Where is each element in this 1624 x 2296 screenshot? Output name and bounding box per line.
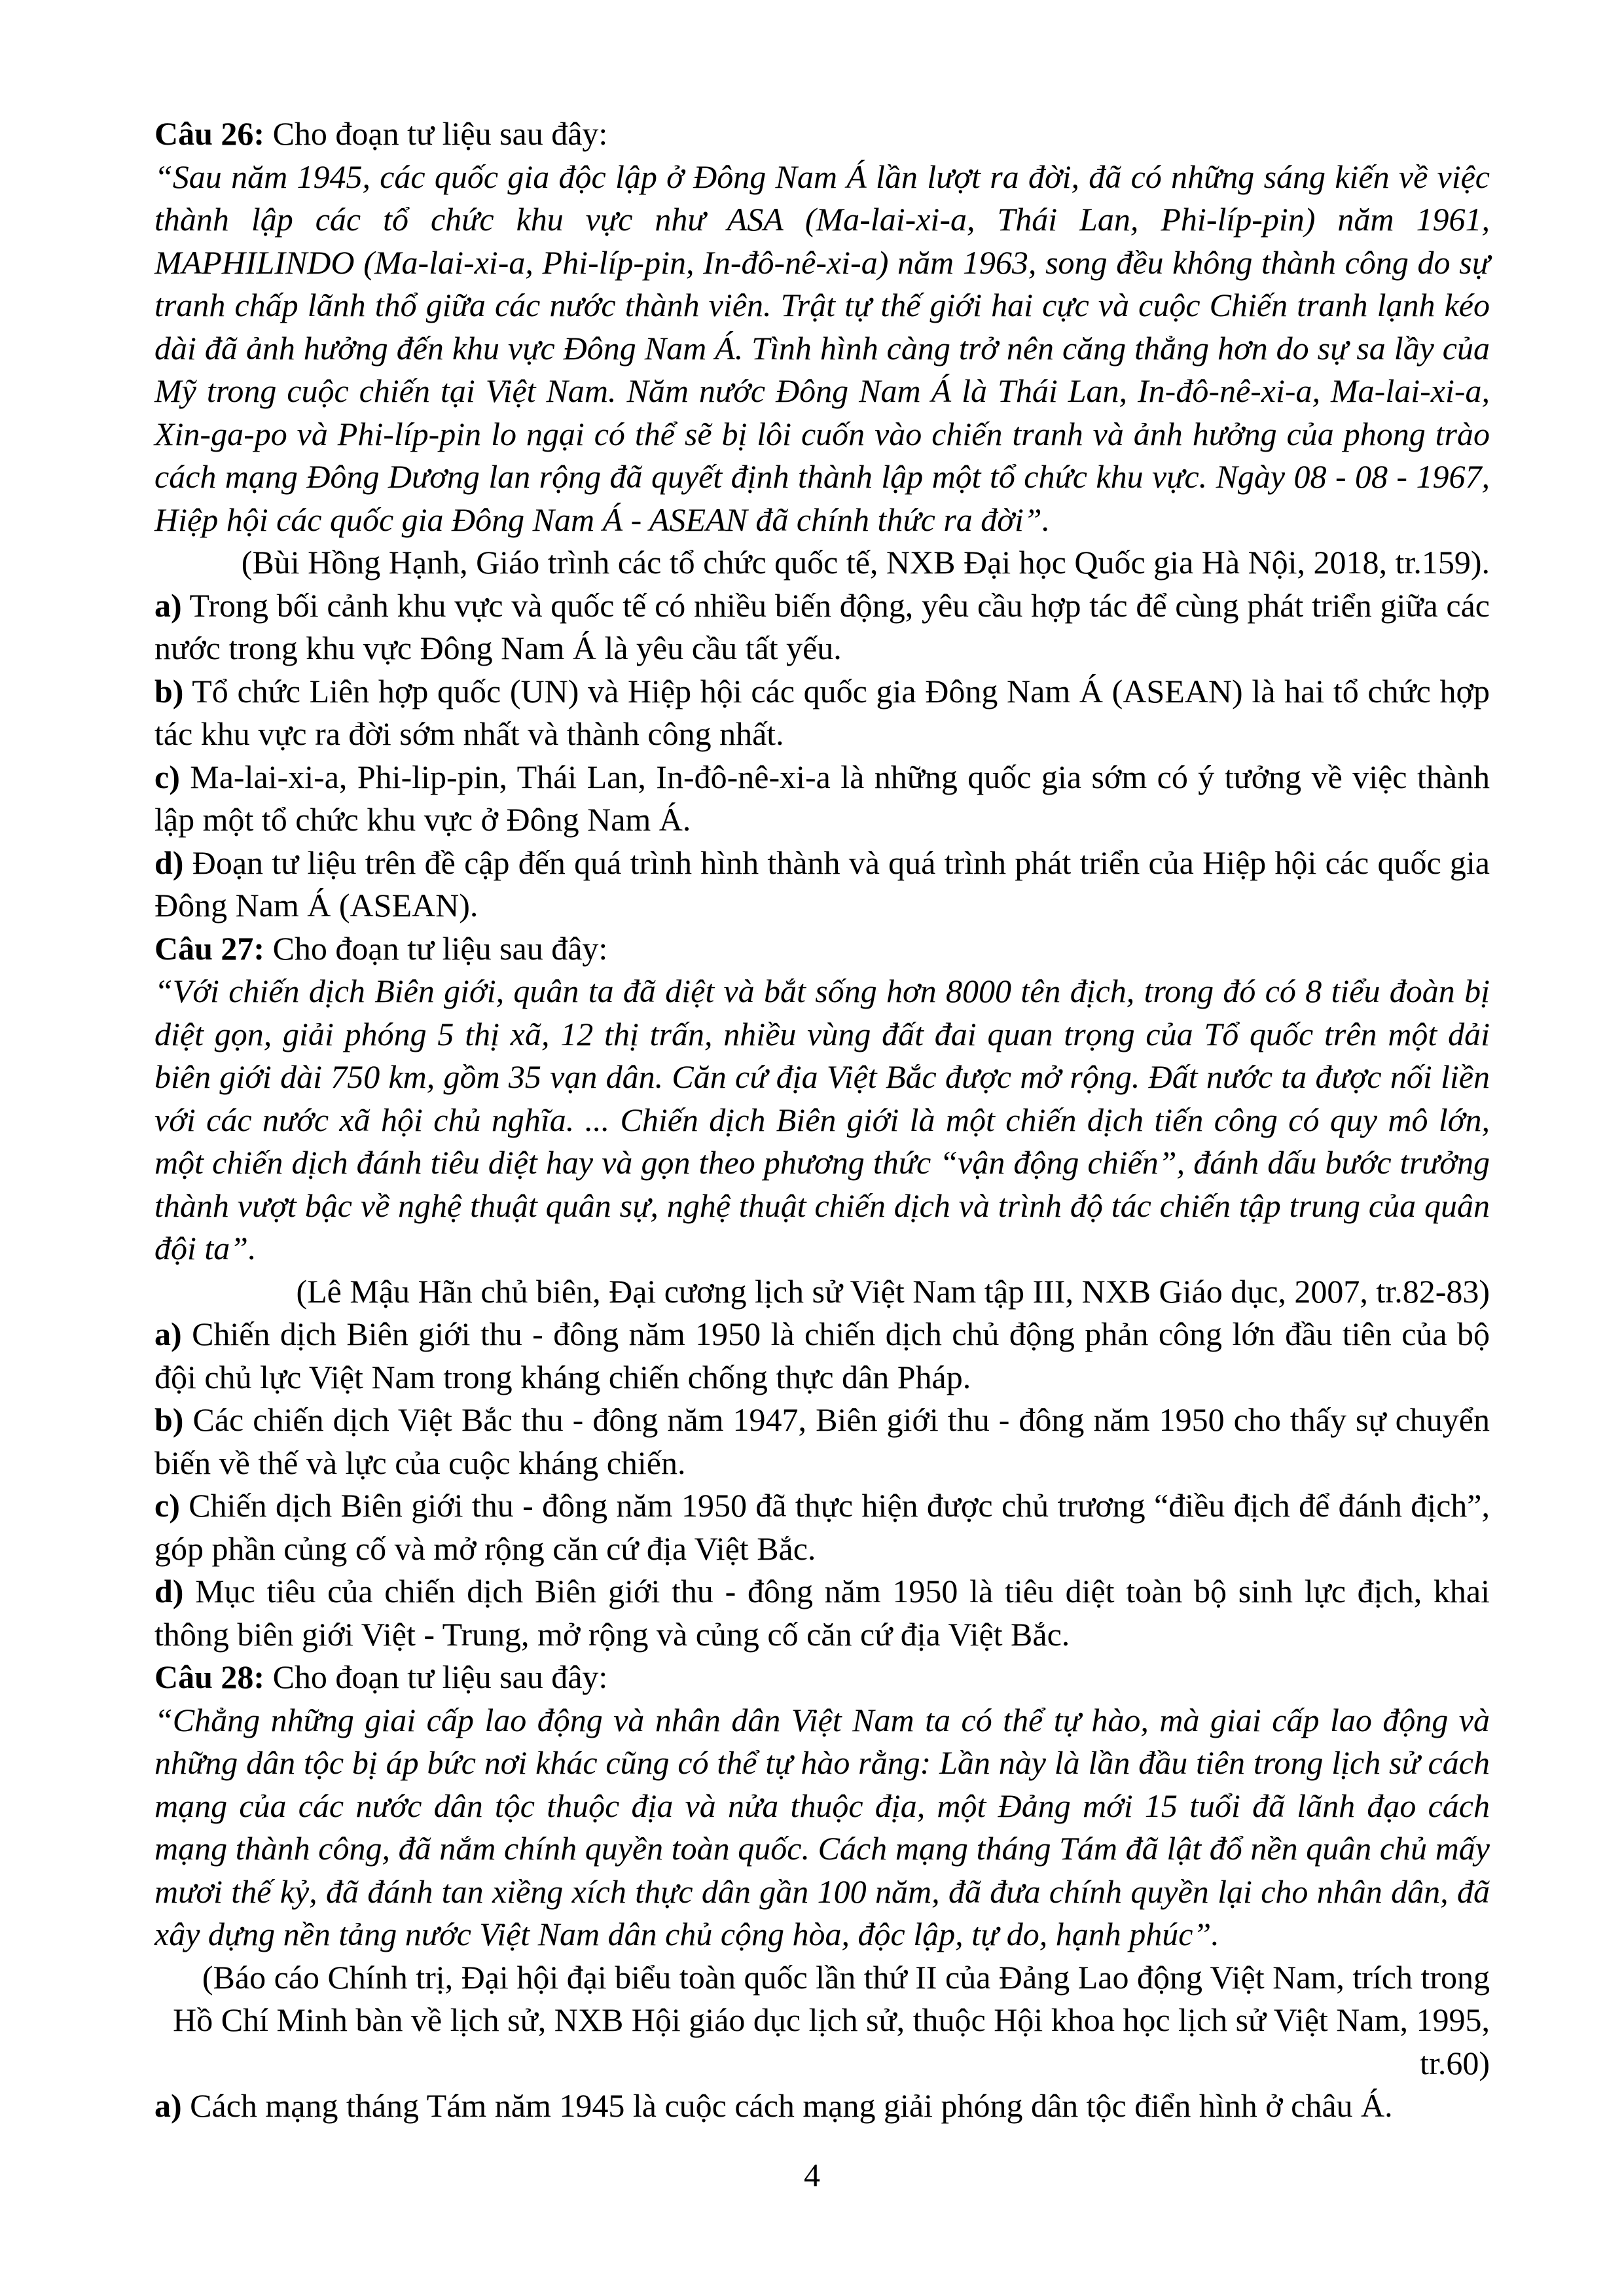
- option-letter: a): [154, 2087, 182, 2124]
- question-27: [154, 927, 1490, 1657]
- question-28: [154, 1656, 1490, 2128]
- option-letter: c): [154, 1487, 180, 1524]
- option-text: Tổ chức Liên hợp quốc (UN) và Hiệp hội các quốc gia Đông Nam Á (ASEAN) là hai tổ chức hợp tác khu vực ra đời sớm nhất và thành công nhất.: [154, 672, 1490, 752]
- option-text: Trong bối cảnh khu vực và quốc tế có nhiều biến động, yêu cầu hợp tác để cùng phát triển giữa các nước trong khu vực Đông Nam Á là yêu cầu tất yếu.: [154, 586, 1490, 666]
- option-c: [154, 1484, 1490, 1570]
- option-letter: b): [154, 672, 184, 709]
- question-heading: [154, 1656, 1490, 1699]
- option-letter: c): [154, 758, 180, 795]
- quoted-excerpt: “Với chiến dịch Biên giới, quân ta đã diệt và bắt sống hơn 8000 tên địch, trong đó có 8 tiểu đoàn bị diệt gọn, giải phóng 5 thị xã, 12 thị trấn, nhiều vùng đất đai quan trọng của Tổ quốc trên một dải biên giới dài 750 km, gồm 35 vạn dân. Căn cứ địa Việt Bắc được mở rộng. Đất nước ta được nối liền với các nước xã hội chủ nghĩa. ... Chiến dịch Biên giới là một chiến dịch tiến công có quy mô lớn, một chiến dịch đánh tiêu diệt hay và gọn theo phương thức “vận động chiến”, đánh dấu bước trưởng thành vượt bậc về nghệ thuật quân sự, nghệ thuật chiến dịch và trình độ tác chiến tập trung của quân đội ta”.: [154, 973, 1490, 1266]
- page-number: 4: [804, 2157, 820, 2193]
- question-intro: Cho đoạn tư liệu sau đây:: [264, 929, 608, 967]
- option-text: Chiến dịch Biên giới thu - đông năm 1950 đã thực hiện được chủ trương “điều địch để đánh địch”, góp phần củng cố và mở rộng căn cứ địa Việt Bắc.: [154, 1487, 1490, 1567]
- option-text: Cách mạng tháng Tám năm 1945 là cuộc cách mạng giải phóng dân tộc điển hình ở châu Á.: [181, 2087, 1393, 2124]
- option-letter: b): [154, 1401, 184, 1438]
- question-label: Câu 26:: [154, 115, 265, 152]
- option-letter: d): [154, 844, 184, 881]
- citation: (Báo cáo Chính trị, Đại hội đại biểu toàn quốc lần thứ II của Đảng Lao động Việt Nam, trích trong Hồ Chí Minh bàn về lịch sử, NXB Hội giáo dục lịch sử, thuộc Hội khoa học lịch sử Việt Nam, 1995, tr.60): [173, 1958, 1490, 2081]
- question-label: Câu 27:: [154, 929, 265, 967]
- citation: (Lê Mậu Hãn chủ biên, Đại cương lịch sử Việt Nam tập III, NXB Giáo dục, 2007, tr.82-83): [296, 1272, 1490, 1310]
- option-d: [154, 1570, 1490, 1656]
- quoted-excerpt: “Sau năm 1945, các quốc gia độc lập ở Đông Nam Á lần lượt ra đời, đã có những sáng kiến về việc thành lập các tổ chức khu vực như ASA (Ma-lai-xi-a, Thái Lan, Phi-líp-pin) năm 1961, MAPHILINDO (Ma-lai-xi-a, Phi-líp-pin, In-đô-nê-xi-a) năm 1963, song đều không thành công do sự tranh chấp lãnh thổ giữa các nước thành viên. Trật tự thế giới hai cực và cuộc Chiến tranh lạnh kéo dài đã ảnh hưởng đến khu vực Đông Nam Á. Tình hình càng trở nên căng thẳng hơn do sự sa lầy của Mỹ trong cuộc chiến tại Việt Nam. Năm nước Đông Nam Á là Thái Lan, In-đô-nê-xi-a, Ma-lai-xi-a, Xin-ga-po và Phi-líp-pin lo ngại có thể sẽ bị lôi cuốn vào chiến tranh và ảnh hưởng của phong trào cách mạng Đông Dương lan rộng đã quyết định thành lập một tổ chức khu vực. Ngày 08 - 08 - 1967, Hiệp hội các quốc gia Đông Nam Á - ASEAN đã chính thức ra đời”.: [154, 158, 1490, 538]
- question-intro: Cho đoạn tư liệu sau đây:: [264, 115, 608, 152]
- option-b: [154, 670, 1490, 756]
- question-label: Câu 28:: [154, 1659, 265, 1695]
- option-a: [154, 584, 1490, 670]
- document-page: [154, 113, 1490, 2128]
- option-text: Chiến dịch Biên giới thu - đông năm 1950 là chiến dịch chủ động phản công lớn đầu tiên của bộ đội chủ lực Việt Nam trong kháng chiến chống thực dân Pháp.: [154, 1316, 1490, 1395]
- option-text: Đoạn tư liệu trên đề cập đến quá trình hình thành và quá trình phát triển của Hiệp hội các quốc gia Đông Nam Á (ASEAN).: [154, 844, 1490, 924]
- option-text: Các chiến dịch Việt Bắc thu - đông năm 1947, Biên giới thu - đông năm 1950 cho thấy sự chuyển biến về thế và lực của cuộc kháng chiến.: [154, 1401, 1490, 1481]
- option-a: [154, 1313, 1490, 1399]
- option-d: [154, 842, 1490, 927]
- option-letter: a): [154, 1316, 182, 1352]
- question-heading: [154, 927, 1490, 971]
- citation: (Bùi Hồng Hạnh, Giáo trình các tổ chức quốc tế, NXB Đại học Quốc gia Hà Nội, 2018, tr.159).: [241, 544, 1490, 581]
- question-intro: Cho đoạn tư liệu sau đây:: [264, 1659, 608, 1695]
- option-letter: a): [154, 586, 182, 624]
- option-a: [154, 2085, 1490, 2128]
- option-letter: d): [154, 1573, 184, 1609]
- question-26: [154, 113, 1490, 927]
- option-text: Ma-lai-xi-a, Phi-lip-pin, Thái Lan, In-đô-nê-xi-a là những quốc gia sớm có ý tưởng về việc thành lập một tổ chức khu vực ở Đông Nam Á.: [154, 758, 1490, 838]
- option-c: [154, 756, 1490, 842]
- question-heading: [154, 113, 1490, 156]
- option-text: Mục tiêu của chiến dịch Biên giới thu - đông năm 1950 là tiêu diệt toàn bộ sinh lực địch, khai thông biên giới Việt - Trung, mở rộng và củng cố căn cứ địa Việt Bắc.: [154, 1573, 1490, 1653]
- quoted-excerpt: “Chẳng những giai cấp lao động và nhân dân Việt Nam ta có thể tự hào, mà giai cấp lao động và những dân tộc bị áp bức nơi khác cũng có thể tự hào rằng: Lần này là lần đầu tiên trong lịch sử cách mạng của các nước dân tộc thuộc địa và nửa thuộc địa, một Đảng mới 15 tuổi đã lãnh đạo cách mạng thành công, đã nắm chính quyền toàn quốc. Cách mạng tháng Tám đã lật đổ nền quân chủ mấy mươi thế kỷ, đã đánh tan xiềng xích thực dân gần 100 năm, đã đưa chính quyền lại cho nhân dân, đã xây dựng nền tảng nước Việt Nam dân chủ cộng hòa, độc lập, tự do, hạnh phúc”.: [154, 1701, 1490, 1952]
- option-b: [154, 1399, 1490, 1484]
